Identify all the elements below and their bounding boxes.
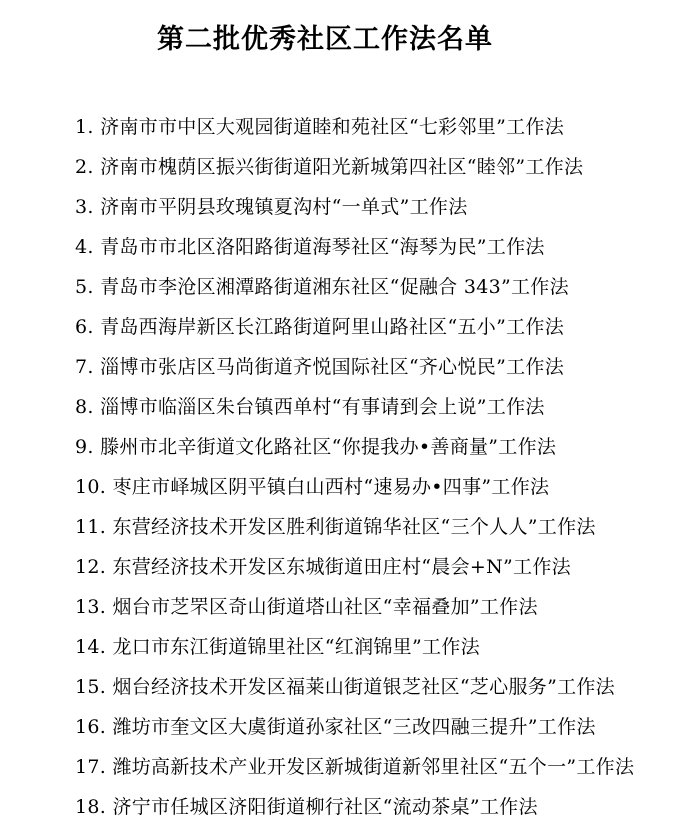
list-item: 6. 青岛西海岸新区长江路街道阿里山路社区“五小”工作法 (75, 316, 564, 338)
list-item: 15. 烟台经济技术开发区福莱山街道银芝社区“芝心服务”工作法 (75, 676, 615, 698)
list-item: 9. 滕州市北辛街道文化路社区“你提我办•善商量”工作法 (75, 436, 557, 458)
list-item: 1. 济南市市中区大观园街道睦和苑社区“七彩邻里”工作法 (75, 116, 564, 138)
list-item: 5. 青岛市李沧区湘潭路街道湘东社区“促融合 343”工作法 (75, 276, 569, 298)
list-item: 18. 济宁市任城区济阳街道柳行社区“流动茶桌”工作法 (75, 796, 538, 818)
list-item: 8. 淄博市临淄区朱台镇西单村“有事请到会上说”工作法 (75, 396, 545, 418)
document-title: 第二批优秀社区工作法名单 (157, 24, 493, 55)
list-item: 3. 济南市平阴县玫瑰镇夏沟村“一单式”工作法 (75, 196, 468, 218)
list-item: 2. 济南市槐荫区振兴街街道阳光新城第四社区“睦邻”工作法 (75, 156, 584, 178)
list-item: 13. 烟台市芝罘区奇山街道塔山社区“幸福叠加”工作法 (75, 596, 538, 618)
list-item: 17. 潍坊高新技术产业开发区新城街道新邻里社区“五个一”工作法 (75, 756, 635, 778)
list-item: 16. 潍坊市奎文区大虞街道孙家社区“三改四融三提升”工作法 (75, 716, 596, 738)
list-item: 14. 龙口市东江街道锦里社区“红润锦里”工作法 (75, 636, 480, 658)
list-item: 7. 淄博市张店区马尚街道齐悦国际社区“齐心悦民”工作法 (75, 356, 564, 378)
award-list (75, 111, 634, 831)
list-item: 10. 枣庄市峄城区阴平镇白山西村“速易办•四事”工作法 (75, 476, 550, 498)
list-item: 12. 东营经济技术开发区东城街道田庄村“晨会+N”工作法 (75, 556, 571, 578)
list-item: 4. 青岛市市北区洛阳路街道海琴社区“海琴为民”工作法 (75, 236, 545, 258)
list-item: 11. 东营经济技术开发区胜利街道锦华社区“三个人人”工作法 (75, 516, 596, 538)
